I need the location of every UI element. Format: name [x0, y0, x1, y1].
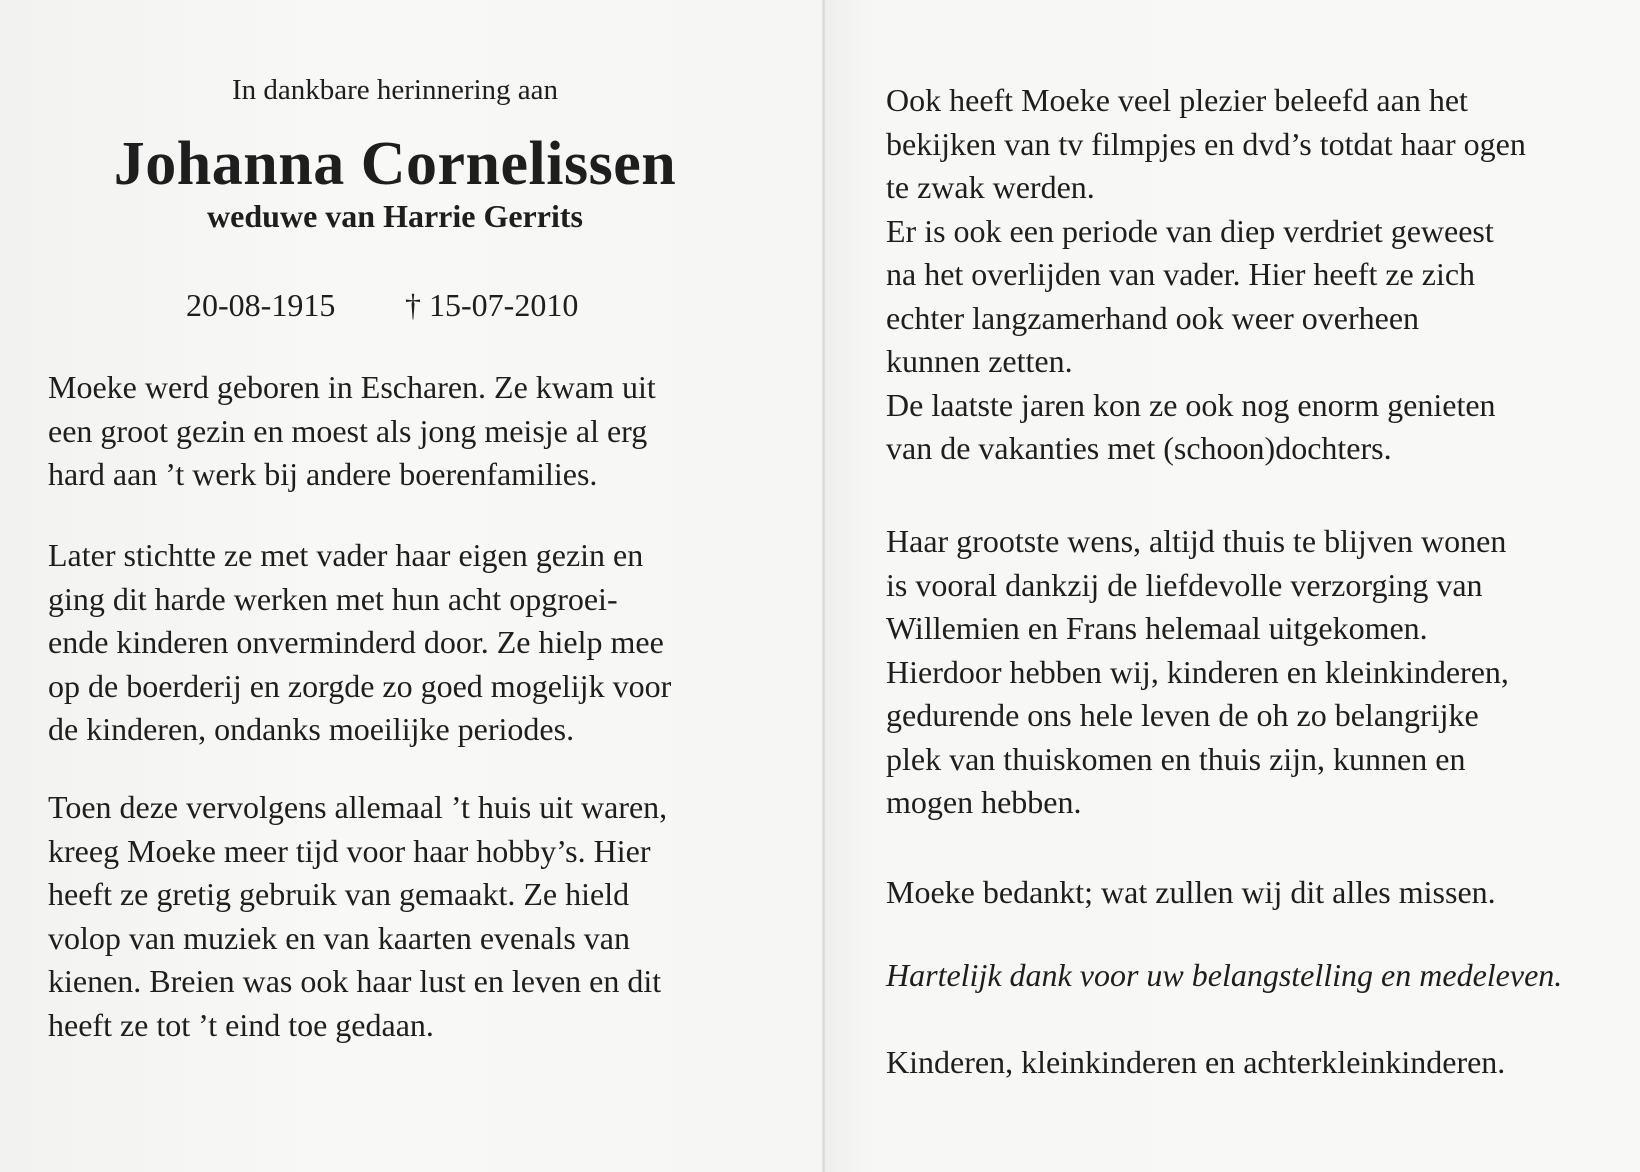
text-line: kunnen zetten. — [886, 343, 1073, 379]
text-line: Later stichtte ze met vader haar eigen gezin en — [48, 537, 644, 573]
text-line: op de boerderij en zorgde zo goed mogelijk voor — [48, 667, 672, 704]
text-line: na het overlijden van vader. Hier heeft ze zich — [886, 256, 1476, 292]
text-line: kreeg Moeke meer tijd voor haar hobby’s. Hier — [48, 832, 651, 869]
text-line: ging dit harde werken met hun acht opgroei- — [48, 580, 618, 617]
text-line: is vooral dankzij de liefdevolle verzorging van — [886, 566, 1483, 603]
birth-date: 20-08-1915 — [186, 287, 336, 323]
text-line: Toen deze vervolgens allemaal ’t huis uit waren, — [48, 789, 668, 825]
text-line: hard aan ’t werk bij andere boerenfamilies. — [48, 456, 598, 492]
deceased-name: Johanna Cornelissen — [113, 130, 677, 198]
cross-symbol: † — [405, 287, 421, 323]
death-date-group — [405, 285, 578, 325]
text-line: te zwak werden. — [886, 169, 1095, 205]
text-line: heeft ze gretig gebruik van gemaakt. Ze hield — [48, 876, 630, 912]
text-line: Ook heeft Moeke veel plezier beleefd aan het — [886, 82, 1468, 118]
death-date: 15-07-2010 — [429, 287, 579, 323]
intro-text: In dankbare herinnering aan — [231, 74, 559, 106]
text-line: Hierdoor hebben wij, kinderen en kleinkinderen, — [886, 653, 1509, 690]
text-line: Er is ook een periode van diep verdriet geweest — [886, 212, 1494, 249]
text-line: Haar grootste wens, altijd thuis te blijven wonen — [886, 523, 1507, 559]
text-line: De laatste jaren kon ze ook nog enorm genieten — [886, 386, 1496, 423]
text-line: bekijken van tv filmpjes en dvd’s totdat haar ogen — [886, 125, 1526, 162]
text-line: plek van thuiskomen en thuis zijn, kunnen en — [886, 740, 1466, 777]
text-line: een groot gezin en moest als jong meisje al erg — [48, 412, 648, 449]
text-line: Moeke werd geboren in Escharen. Ze kwam uit — [48, 369, 656, 405]
text-line: volop van muziek en van kaarten evenals van — [48, 919, 630, 956]
text-line: ende kinderen onverminderd door. Ze hielp mee — [48, 624, 664, 660]
text-line: van de vakanties met (schoon)dochters. — [886, 430, 1392, 466]
text-line: kienen. Breien was ook haar lust en leven en dit — [48, 963, 662, 999]
right-paragraph-2 — [886, 520, 1509, 825]
right-paragraph-1 — [886, 79, 1526, 471]
thanks-mother: Moeke bedankt; wat zullen wij dit alles missen. — [886, 874, 1496, 910]
text-line: Willemien en Frans helemaal uitgekomen. — [886, 610, 1428, 646]
text-line: heeft ze tot ’t eind toe gedaan. — [48, 1006, 434, 1043]
left-paragraph-3 — [48, 786, 667, 1047]
left-paragraph-1 — [48, 366, 656, 497]
text-line: mogen hebben. — [886, 784, 1082, 820]
text-line: echter langzamerhand ook weer overheen — [886, 299, 1420, 336]
family-signature: Kinderen, kleinkinderen en achterkleinkinderen. — [886, 1044, 1506, 1080]
widow-subtitle: weduwe van Harrie Gerrits — [207, 198, 583, 234]
text-line: gedurende ons hele leven de oh zo belangrijke — [886, 697, 1479, 733]
thanks-sympathy: Hartelijk dank voor uw belangstelling en medeleven. — [886, 957, 1563, 993]
text-line: de kinderen, ondanks moeilijke periodes. — [48, 711, 575, 747]
left-paragraph-2 — [48, 534, 671, 752]
